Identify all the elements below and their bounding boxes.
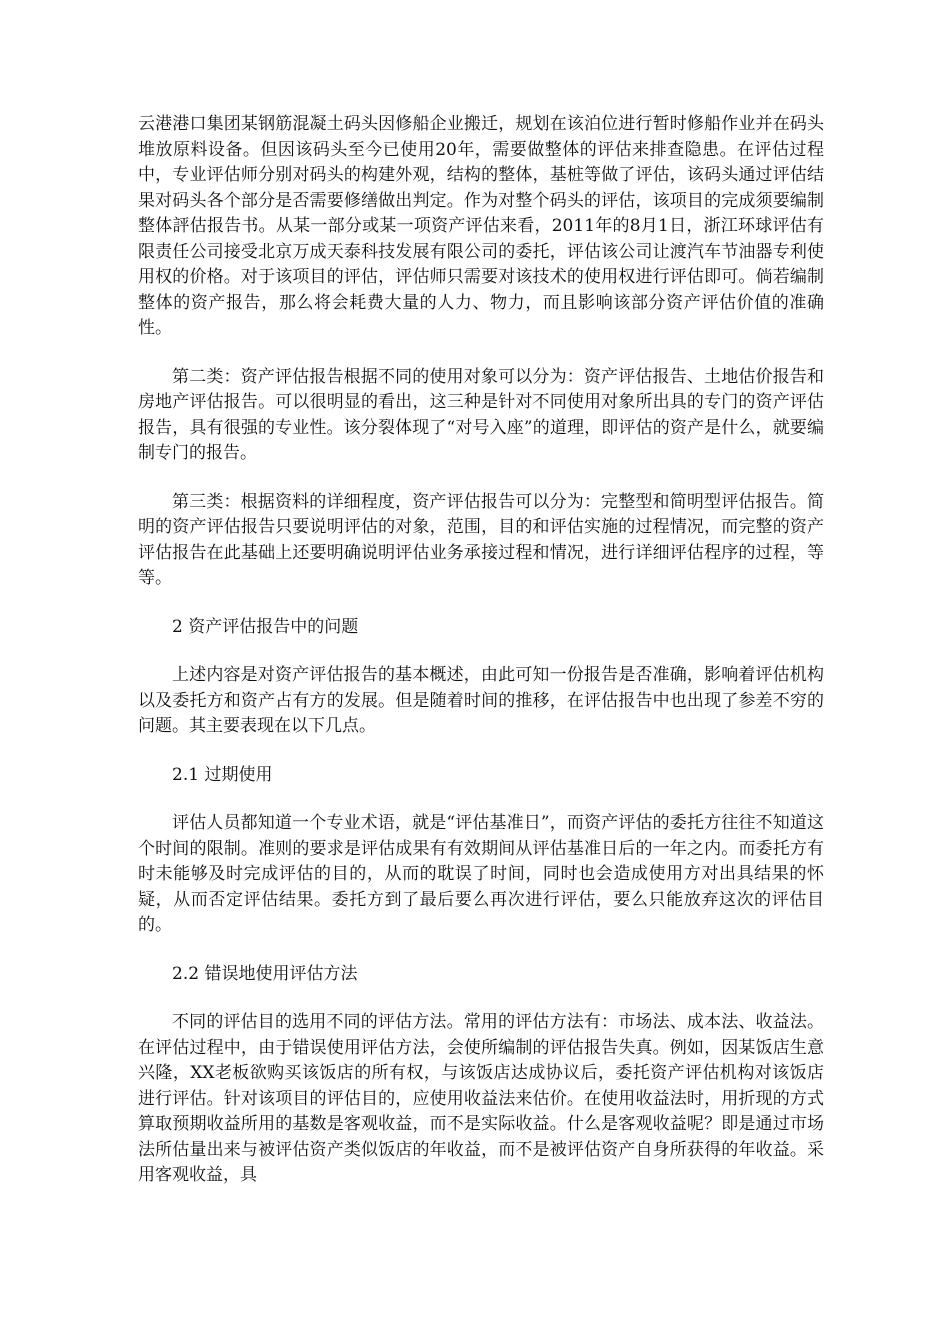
body-paragraph-3: 第三类：根据资料的详细程度，资产评估报告可以分为：完整型和简明型评估报告。简明的资产评估报告只要说明评估的对象，范围，目的和评估实施的过程情况，而完整的资产评估报告在此基础上还要明确说明评估业务承接过程和情况，进行详细评估程序的过程，等等。 <box>138 491 824 588</box>
body-paragraph-4: 上述内容是对资产评估报告的基本概述，由此可知一份报告是否准确，影响着评估机构以及委托方和资产占有方的发展。但是随着时间的推移，在评估报告中也出现了参差不穷的问题。其主要表现在以下几点。 <box>138 665 824 736</box>
body-paragraph-6: 不同的评估目的选用不同的评估方法。常用的评估方法有：市场法、成本法、收益法。在评估过程中，由于错误使用评估方法，会使所编制的评估报告失真。例如，因某饭店生意兴隆，XX老板欲购买该饭店的所有权，与该饭店达成协议后，委托资产评估机构对该饭店进行评估。针对该项目的评估目的，应使用收益法来估价。在使用收益法时，用折现的方式算取预期收益所用的基数是客观收益，而不是实际收益。什么是客观收益呢？即是通过市场法所估量出来与被评估资产类似饭店的年收益，而不是被评估资产自身所获得的年收益。采用客观收益，具 <box>138 1012 824 1185</box>
body-paragraph-5: 评估人员都知道一个专业术语，就是“评估基准日”，而资产评估的委托方往往不知道这个时间的限制。准则的要求是评估成果有有效期间从评估基准日后的一年之内。而委托方有时未能够及时完成评估的目的，从而的耽误了时间，同时也会造成使用方对出具结果的怀疑，从而否定评估结果。委托方到了最后要么再次进行评估，要么只能放弃这次的评估目的。 <box>138 813 824 935</box>
document-page <box>138 112 824 1212</box>
section-heading-2-1: 2.1 过期使用 <box>172 764 273 785</box>
body-paragraph-2: 第二类：资产评估报告根据不同的使用对象可以分为：资产评估报告、土地估价报告和房地产评估报告。可以很明显的看出，这三种是针对不同使用对象所出具的专门的资产评估报告，具有很强的专业性。该分裂体现了“对号入座”的道理，即评估的资产是什么，就要编制专门的报告。 <box>138 366 824 463</box>
section-heading-2-2: 2.2 错误地使用评估方法 <box>172 963 358 984</box>
section-heading-2: 2 资产评估报告中的问题 <box>172 616 359 637</box>
body-paragraph-1: 云港港口集团某钢筋混凝土码头因修船企业搬迁，规划在该泊位进行暂时修船作业并在码头堆放原料设备。但因该码头至今已使用20年，需要做整体的评估来排查隐患。在评估过程中，专业评估师分别对码头的构建外观，结构的整体，基桩等做了评估，该码头通过评估结果对码头各个部分是否需要修缮做出判定。作为对整个码头的评估，该项目的完成须要编制整体評估报告书。从某一部分或某一项资产评估来看，2011年的8月1日，浙江环球评估有限责任公司接受北京万成天泰科技发展有限公司的委托，评估该公司让渡汽车节油器专利使用权的价格。对于该项目的评估，评估师只需要对该技术的使用权进行评估即可。倘若编制整体的资产报告，那么将会耗费大量的人力、物力，而且影响该部分资产评估价值的准确性。 <box>138 114 824 338</box>
